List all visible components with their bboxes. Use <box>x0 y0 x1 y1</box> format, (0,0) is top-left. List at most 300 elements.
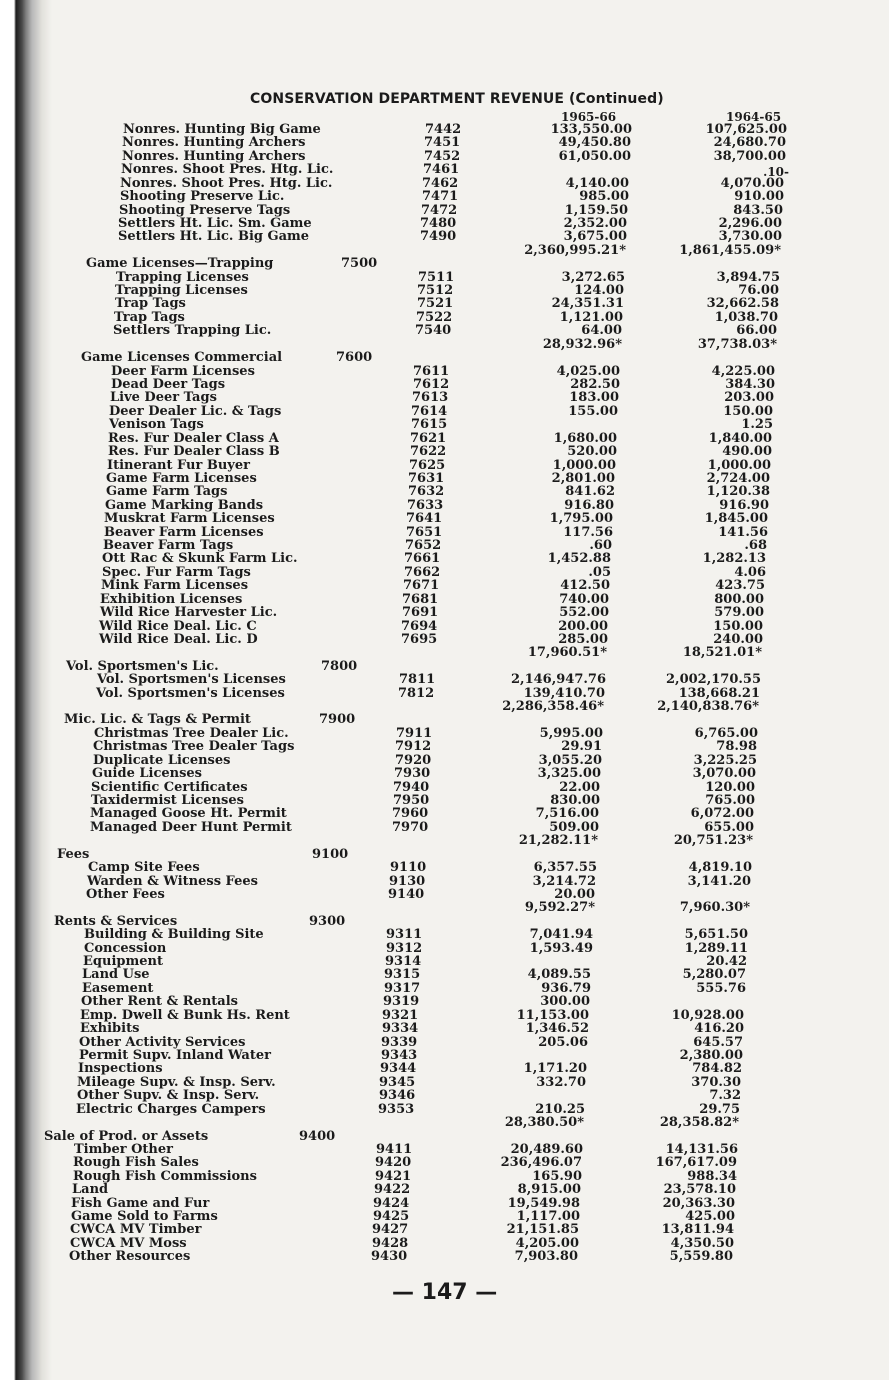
table-row <box>0 861 889 875</box>
table-row <box>0 888 889 902</box>
item-label: Nonres. Shoot Pres. Htg. Lic. <box>121 162 334 178</box>
item-label: Guide Licenses <box>92 766 203 782</box>
value-1964-65: 23,578.10 <box>663 1182 736 1198</box>
item-label: Building & Building Site <box>84 927 264 943</box>
item-label: Settlers Trapping Lic. <box>113 323 272 339</box>
value-1965-66: 20,489.60 <box>510 1141 583 1157</box>
value-1965-66: 1,159.50 <box>564 202 628 218</box>
table-row <box>0 445 889 459</box>
value-1964-65: 4,819.10 <box>688 860 752 876</box>
item-code: 7940 <box>393 779 430 795</box>
value-1964-65: 2,296.00 <box>718 215 782 231</box>
item-label: Other Fees <box>86 886 165 902</box>
item-code: 7632 <box>408 484 445 500</box>
item-label: Wild Rice Deal. Lic. C <box>99 618 257 634</box>
value-1964-65: 141.56 <box>718 524 768 540</box>
value-1965-66: 205.06 <box>538 1034 588 1050</box>
value-1965-66: 300.00 <box>540 994 590 1010</box>
value-1964-65: 1,120.38 <box>706 484 770 500</box>
value-1965-66: 1,171.20 <box>523 1061 587 1077</box>
value-1964-65: 120.00 <box>705 779 755 795</box>
item-label: Vol. Sportsmen's Licenses <box>97 672 286 688</box>
item-label: Nonres. Hunting Big Game <box>123 122 321 137</box>
value-1964-65: 3,141.20 <box>687 873 751 889</box>
value-1964-65: 18,521.01* <box>682 645 762 661</box>
item-label: Emp. Dwell & Bunk Hs. Rent <box>80 1007 290 1023</box>
item-code: 9353 <box>378 1101 415 1117</box>
item-code: 7451 <box>424 135 461 151</box>
group-code: 7800 <box>321 658 358 674</box>
item-code: 9345 <box>379 1074 416 1090</box>
value-1965-66: 19,549.98 <box>507 1195 580 1211</box>
item-code: 9430 <box>371 1249 408 1265</box>
item-code: 9411 <box>376 1141 413 1157</box>
item-code: 7611 <box>413 363 450 379</box>
value-1965-66: 61,050.00 <box>558 148 631 164</box>
value-1965-66: 1,000.00 <box>552 457 616 473</box>
item-code: 7694 <box>401 618 438 634</box>
value-1965-66: 124.00 <box>574 283 624 299</box>
value-1965-66: 11,153.00 <box>516 1007 589 1023</box>
group-code: 7500 <box>341 256 378 272</box>
value-1965-66: 133,550.00 <box>550 122 632 137</box>
subtotal-row <box>0 1116 889 1130</box>
value-1964-65: 4.06 <box>734 564 766 580</box>
item-label: Deer Farm Licenses <box>111 363 255 379</box>
item-label: Nonres. Hunting Archers <box>122 148 306 164</box>
value-1964-65: 765.00 <box>705 793 755 808</box>
value-1965-66: 1,795.00 <box>549 511 613 527</box>
table-row <box>0 821 889 835</box>
item-label: Itinerant Fur Buyer <box>107 457 250 473</box>
value-1964-65: 10,928.00 <box>671 1007 744 1023</box>
value-1965-66: 183.00 <box>569 390 619 406</box>
item-code: 9427 <box>372 1222 409 1238</box>
item-label: Trapping Licenses <box>116 269 249 285</box>
value-1965-66: 4,205.00 <box>515 1235 579 1251</box>
value-1964-65: 20,363.30 <box>662 1195 735 1211</box>
value-1965-66: 2,286,358.46* <box>502 699 604 715</box>
value-1965-66: 49,450.80 <box>558 135 631 151</box>
item-label: Warden & Witness Fees <box>87 873 258 889</box>
value-1964-65: .68 <box>744 538 767 554</box>
value-1964-65: 2,724.00 <box>706 470 770 486</box>
item-code: 7631 <box>408 470 445 486</box>
value-1964-65: 1,845.00 <box>704 511 768 527</box>
value-1965-66: 3,055.20 <box>538 752 602 768</box>
item-label: Ott Rac & Skunk Farm Lic. <box>102 551 298 567</box>
value-1965-66: 3,214.72 <box>532 873 596 889</box>
item-label: Beaver Farm Tags <box>103 538 234 554</box>
value-1964-65: 2,002,170.55 <box>666 672 761 688</box>
item-label: Permit Supv. Inland Water <box>79 1047 271 1063</box>
value-1964-65: 37,738.03* <box>697 336 777 352</box>
item-code: 7521 <box>417 296 454 312</box>
item-code: 7950 <box>393 793 430 808</box>
item-code: 9421 <box>375 1168 412 1184</box>
value-1965-66: 985.00 <box>579 189 629 205</box>
value-1964-65: 1,282.13 <box>702 551 766 567</box>
item-code: 7612 <box>413 376 450 392</box>
item-code: 7920 <box>395 752 432 768</box>
value-1964-65: 490.00 <box>722 444 772 460</box>
value-1964-65: 1,289.11 <box>684 940 748 956</box>
item-label: Easement <box>82 980 154 996</box>
item-code: 9314 <box>385 954 422 970</box>
value-1964-65: 76.00 <box>738 283 779 299</box>
item-label: Nonres. Hunting Archers <box>122 135 306 151</box>
value-1965-66: 830.00 <box>550 793 600 808</box>
item-code: 7912 <box>395 739 432 755</box>
value-1964-65: 425.00 <box>685 1209 735 1225</box>
value-1965-66: 7,903.80 <box>514 1249 578 1265</box>
item-code: 7614 <box>411 403 448 419</box>
item-code: 7911 <box>396 725 433 741</box>
group-label: Vol. Sportsmen's Lic. <box>66 658 219 674</box>
item-label: Timber Other <box>74 1141 174 1157</box>
value-1965-66: 117.56 <box>563 524 613 540</box>
item-code: 7622 <box>410 444 447 460</box>
page-number: — 147 — <box>392 1280 498 1305</box>
value-1965-66: 916.80 <box>564 497 614 513</box>
group-code: 9100 <box>312 846 349 862</box>
value-1965-66: 5,995.00 <box>539 725 603 741</box>
value-1965-66: 155.00 <box>568 403 618 419</box>
item-label: Res. Fur Dealer Class B <box>108 444 280 460</box>
value-1964-65: 2,380.00 <box>679 1047 743 1063</box>
value-1964-65: 4,070.00 <box>720 175 784 191</box>
value-1964-65: 3,730.00 <box>718 229 782 245</box>
item-label: Wild Rice Harvester Lic. <box>100 605 278 621</box>
group-label: Game Licenses Commercial <box>81 350 283 366</box>
value-1964-65: 78.98 <box>716 739 757 755</box>
value-1965-66: 2,360,995.21* <box>524 242 626 258</box>
column-header-1965-66: 1965-66 <box>561 110 617 124</box>
group-code: 9300 <box>309 913 346 929</box>
item-label: Other Resources <box>69 1249 191 1265</box>
value-1964-65: 4,350.50 <box>670 1235 734 1251</box>
item-label: Shooting Preserve Lic. <box>120 189 285 205</box>
item-label: Taxidermist Licenses <box>91 793 244 808</box>
value-1965-66: 4,025.00 <box>556 363 620 379</box>
value-1965-66: 29.91 <box>561 739 602 755</box>
value-1964-65: 555.76 <box>696 980 746 996</box>
value-1965-66: 1,117.00 <box>516 1209 580 1225</box>
item-label: Venison Tags <box>109 417 204 433</box>
item-code: 7695 <box>401 631 438 647</box>
item-code: 7442 <box>425 122 462 137</box>
value-1964-65: 423.75 <box>715 578 765 594</box>
value-1964-65: 7.32 <box>709 1088 741 1104</box>
item-label: Settlers Ht. Lic. Sm. Game <box>118 215 312 231</box>
value-1965-66: 841.62 <box>565 484 615 500</box>
item-label: Shooting Preserve Tags <box>119 202 291 218</box>
item-label: Game Sold to Farms <box>71 1209 218 1225</box>
value-1964-65: 7,960.30* <box>679 900 750 916</box>
item-code: 7930 <box>394 766 431 782</box>
item-code: 7461 <box>423 162 460 178</box>
item-code: 9346 <box>379 1088 416 1104</box>
value-1964-65: 6,072.00 <box>690 806 754 822</box>
item-code: 7661 <box>404 551 441 567</box>
value-1964-65: 916.90 <box>719 497 769 513</box>
item-code: 9425 <box>373 1209 410 1225</box>
item-code: 9339 <box>381 1034 418 1050</box>
item-label: Trap Tags <box>115 296 186 312</box>
value-1965-66: 552.00 <box>559 605 609 621</box>
item-label: Christmas Tree Dealer Tags <box>93 739 295 755</box>
group-label: Fees <box>57 846 90 862</box>
value-1964-65: 20.42 <box>706 954 747 970</box>
item-label: Exhibition Licenses <box>100 591 243 607</box>
value-1965-66: 1,452.88 <box>547 551 611 567</box>
group-code: 7600 <box>336 350 373 366</box>
item-label: Mileage Supv. & Insp. Serv. <box>77 1074 276 1090</box>
value-1965-66: 236,496.07 <box>500 1155 582 1171</box>
item-label: Christmas Tree Dealer Lic. <box>94 725 289 741</box>
item-label: Trap Tags <box>114 309 185 325</box>
value-1964-65: 784.82 <box>692 1061 742 1077</box>
value-1965-66: 21,282.11* <box>518 833 598 849</box>
value-1964-65: 240.00 <box>713 631 763 647</box>
item-code: 7540 <box>415 323 452 339</box>
value-1964-65: 5,651.50 <box>684 927 748 943</box>
item-code: 9140 <box>388 886 425 902</box>
item-code: 7960 <box>392 806 429 822</box>
value-1965-66: 1,121.00 <box>559 309 623 325</box>
value-1965-66: 200.00 <box>558 618 608 634</box>
value-1965-66: 1,593.49 <box>529 940 593 956</box>
item-code: 7651 <box>406 524 443 540</box>
value-1964-65: 28,358.82* <box>659 1115 739 1131</box>
item-code: 9110 <box>390 860 427 876</box>
item-label: Fish Game and Fur <box>71 1195 210 1211</box>
value-1964-65: 1,861,455.09* <box>679 242 781 258</box>
value-1965-66: 8,915.00 <box>517 1182 581 1198</box>
item-code: 9312 <box>386 940 423 956</box>
item-code: 7671 <box>403 578 440 594</box>
value-1964-65: 138,668.21 <box>678 685 760 701</box>
item-code: 7490 <box>420 229 457 245</box>
value-1965-66: 9,592.27* <box>524 900 595 916</box>
item-label: Inspections <box>78 1061 163 1077</box>
item-code: 7970 <box>392 819 429 835</box>
item-code: 7615 <box>411 417 448 433</box>
value-1965-66: 412.50 <box>560 578 610 594</box>
value-1964-65: 645.57 <box>693 1034 743 1050</box>
value-1964-65: 32,662.58 <box>706 296 779 312</box>
value-1964-65: 150.00 <box>723 403 773 419</box>
value-1965-66: 3,675.00 <box>563 229 627 245</box>
item-label: Game Farm Tags <box>106 484 228 500</box>
item-label: Vol. Sportsmen's Licenses <box>96 685 285 701</box>
table-row <box>0 606 889 620</box>
item-code: 7691 <box>402 605 439 621</box>
value-1965-66: 1,680.00 <box>553 430 617 446</box>
item-label: Rough Fish Commissions <box>73 1168 257 1184</box>
table-row <box>0 1250 889 1264</box>
subtotal-row <box>0 834 889 848</box>
item-code: 9424 <box>373 1195 410 1211</box>
item-label: Live Deer Tags <box>110 390 217 406</box>
item-code: 7641 <box>406 511 443 527</box>
value-1964-65: 5,559.80 <box>669 1249 733 1265</box>
value-1965-66: 6,357.55 <box>533 860 597 876</box>
value-1964-65: 384.30 <box>725 376 775 392</box>
value-1964-65: 13,811.94 <box>661 1222 734 1238</box>
item-label: Mink Farm Licenses <box>101 578 249 594</box>
item-code: 9130 <box>389 873 426 889</box>
value-1964-65: 2,140,838.76* <box>657 699 759 715</box>
item-code: 7511 <box>418 269 455 285</box>
item-code: 7480 <box>420 215 457 231</box>
value-1965-66: 28,932.96* <box>542 336 622 352</box>
value-1965-66: 22.00 <box>559 779 600 795</box>
value-1964-65: 655.00 <box>704 819 754 835</box>
value-1965-66: 24,351.31 <box>551 296 624 312</box>
group-code: 7900 <box>319 712 356 728</box>
item-label: Muskrat Farm Licenses <box>104 511 275 527</box>
value-1965-66: 20.00 <box>554 886 595 902</box>
item-label: Exhibits <box>80 1021 140 1037</box>
value-1964-65: 14,131.56 <box>665 1141 738 1157</box>
value-1964-65: 167,617.09 <box>655 1155 737 1171</box>
table-row <box>0 1103 889 1117</box>
item-code: 7613 <box>412 390 449 406</box>
item-label: Managed Goose Ht. Permit <box>90 806 287 822</box>
value-1964-65: 1,038.70 <box>714 309 778 325</box>
item-label: Camp Site Fees <box>88 860 200 876</box>
item-code: 9317 <box>384 980 421 996</box>
value-1965-66: 165.90 <box>532 1168 582 1184</box>
item-code: 7512 <box>417 283 454 299</box>
item-label: Beaver Farm Licenses <box>104 524 264 540</box>
item-label: Electric Charges Campers <box>76 1101 266 1117</box>
item-label: Land Use <box>82 967 150 983</box>
group-label: Game Licenses—Trapping <box>86 256 274 272</box>
item-code: 9344 <box>380 1061 417 1077</box>
value-1964-65: 66.00 <box>736 323 777 339</box>
value-1964-65: 203.00 <box>724 390 774 406</box>
value-1965-66: 2,801.00 <box>551 470 615 486</box>
group-label: Mic. Lic. & Tags & Permit <box>64 712 251 728</box>
group-code: 9400 <box>299 1128 336 1144</box>
value-1965-66: 7,041.94 <box>529 927 593 943</box>
item-label: Other Rent & Rentals <box>81 994 238 1010</box>
item-label: Concession <box>84 940 167 956</box>
value-1964-65: 29.75 <box>699 1101 740 1117</box>
group-label: Sale of Prod. or Assets <box>44 1128 209 1144</box>
value-1964-65: 150.00 <box>713 618 763 634</box>
item-label: Settlers Ht. Lic. Big Game <box>118 229 310 245</box>
value-1965-66: 285.00 <box>558 631 608 647</box>
page-title: CONSERVATION DEPARTMENT REVENUE (Continued) <box>250 91 664 107</box>
value-1965-66: 520.00 <box>567 444 617 460</box>
value-1964-65: 579.00 <box>714 605 764 621</box>
value-1964-65: 1,840.00 <box>708 430 772 446</box>
value-1965-66: 740.00 <box>559 591 609 607</box>
item-code: 9321 <box>382 1007 419 1023</box>
value-1964-65: 843.50 <box>733 202 783 218</box>
value-1964-65: 5,280.07 <box>682 967 746 983</box>
item-code: 9334 <box>382 1021 419 1037</box>
item-label: Other Activity Services <box>79 1034 246 1050</box>
item-label: Other Supv. & Insp. Serv. <box>77 1088 260 1104</box>
value-1965-66: 282.50 <box>570 376 620 392</box>
value-1964-65: 6,765.00 <box>694 725 758 741</box>
item-label: Rough Fish Sales <box>73 1155 199 1171</box>
value-1964-65: 416.20 <box>694 1021 744 1037</box>
item-label: Trapping Licenses <box>115 283 248 299</box>
item-code: 7681 <box>402 591 439 607</box>
value-1964-65: 107,625.00 <box>705 122 787 137</box>
item-code: 7621 <box>410 430 447 446</box>
item-label: CWCA MV Timber <box>70 1222 202 1238</box>
value-1964-65: 910.00 <box>734 189 784 205</box>
value-1964-65: 20,751.23* <box>673 833 753 849</box>
item-code: 9311 <box>386 927 423 943</box>
value-1964-65: 988.34 <box>687 1168 737 1184</box>
column-header-1964-65: 1964-65 <box>726 110 782 124</box>
value-1965-66: 64.00 <box>581 323 622 339</box>
group-label: Rents & Services <box>54 913 178 929</box>
value-1965-66: 210.25 <box>535 1101 585 1117</box>
value-1965-66: 7,516.00 <box>535 806 599 822</box>
item-code: 9428 <box>372 1235 409 1251</box>
value-1965-66: 28,380.50* <box>504 1115 584 1131</box>
value-1964-65: 24,680.70 <box>713 135 786 151</box>
item-label: Spec. Fur Farm Tags <box>102 564 251 580</box>
item-label: Deer Dealer Lic. & Tags <box>109 403 282 419</box>
handwritten-note: .10- <box>763 164 789 179</box>
value-1965-66: 4,089.55 <box>527 967 591 983</box>
value-1965-66: 936.79 <box>541 980 591 996</box>
item-code: 7452 <box>424 148 461 164</box>
value-1964-65: 4,225.00 <box>711 363 775 379</box>
value-1965-66: 2,146,947.76 <box>511 672 606 688</box>
value-1965-66: 2,352.00 <box>563 215 627 231</box>
value-1964-65: 38,700.00 <box>713 148 786 164</box>
item-label: Duplicate Licenses <box>93 752 231 768</box>
item-label: Nonres. Shoot Pres. Htg. Lic. <box>120 175 333 191</box>
item-label: CWCA MV Moss <box>70 1235 187 1251</box>
item-code: 7633 <box>407 497 444 513</box>
item-code: 7522 <box>416 309 453 325</box>
item-code: 9422 <box>374 1182 411 1198</box>
value-1965-66: .60 <box>589 538 612 554</box>
value-1964-65: 3,225.25 <box>693 752 757 768</box>
item-code: 7462 <box>422 175 459 191</box>
item-label: Game Marking Bands <box>105 497 264 513</box>
item-code: 7652 <box>405 538 442 554</box>
item-label: Scientific Certificates <box>91 779 248 795</box>
value-1965-66: .05 <box>588 564 611 580</box>
value-1964-65: 3,894.75 <box>716 269 780 285</box>
value-1964-65: 1.25 <box>741 417 773 433</box>
item-label: Dead Deer Tags <box>111 376 226 392</box>
item-code: 9319 <box>383 994 420 1010</box>
value-1965-66: 3,325.00 <box>537 766 601 782</box>
item-label: Game Farm Licenses <box>106 470 257 486</box>
item-label: Managed Deer Hunt Permit <box>90 819 292 835</box>
item-label: Land <box>72 1182 109 1198</box>
value-1965-66: 139,410.70 <box>523 685 605 701</box>
item-code: 9343 <box>381 1047 418 1063</box>
item-code: 7471 <box>422 189 459 205</box>
value-1964-65: 1,000.00 <box>707 457 771 473</box>
value-1965-66: 3,272.65 <box>561 269 625 285</box>
item-code: 7811 <box>399 672 436 688</box>
